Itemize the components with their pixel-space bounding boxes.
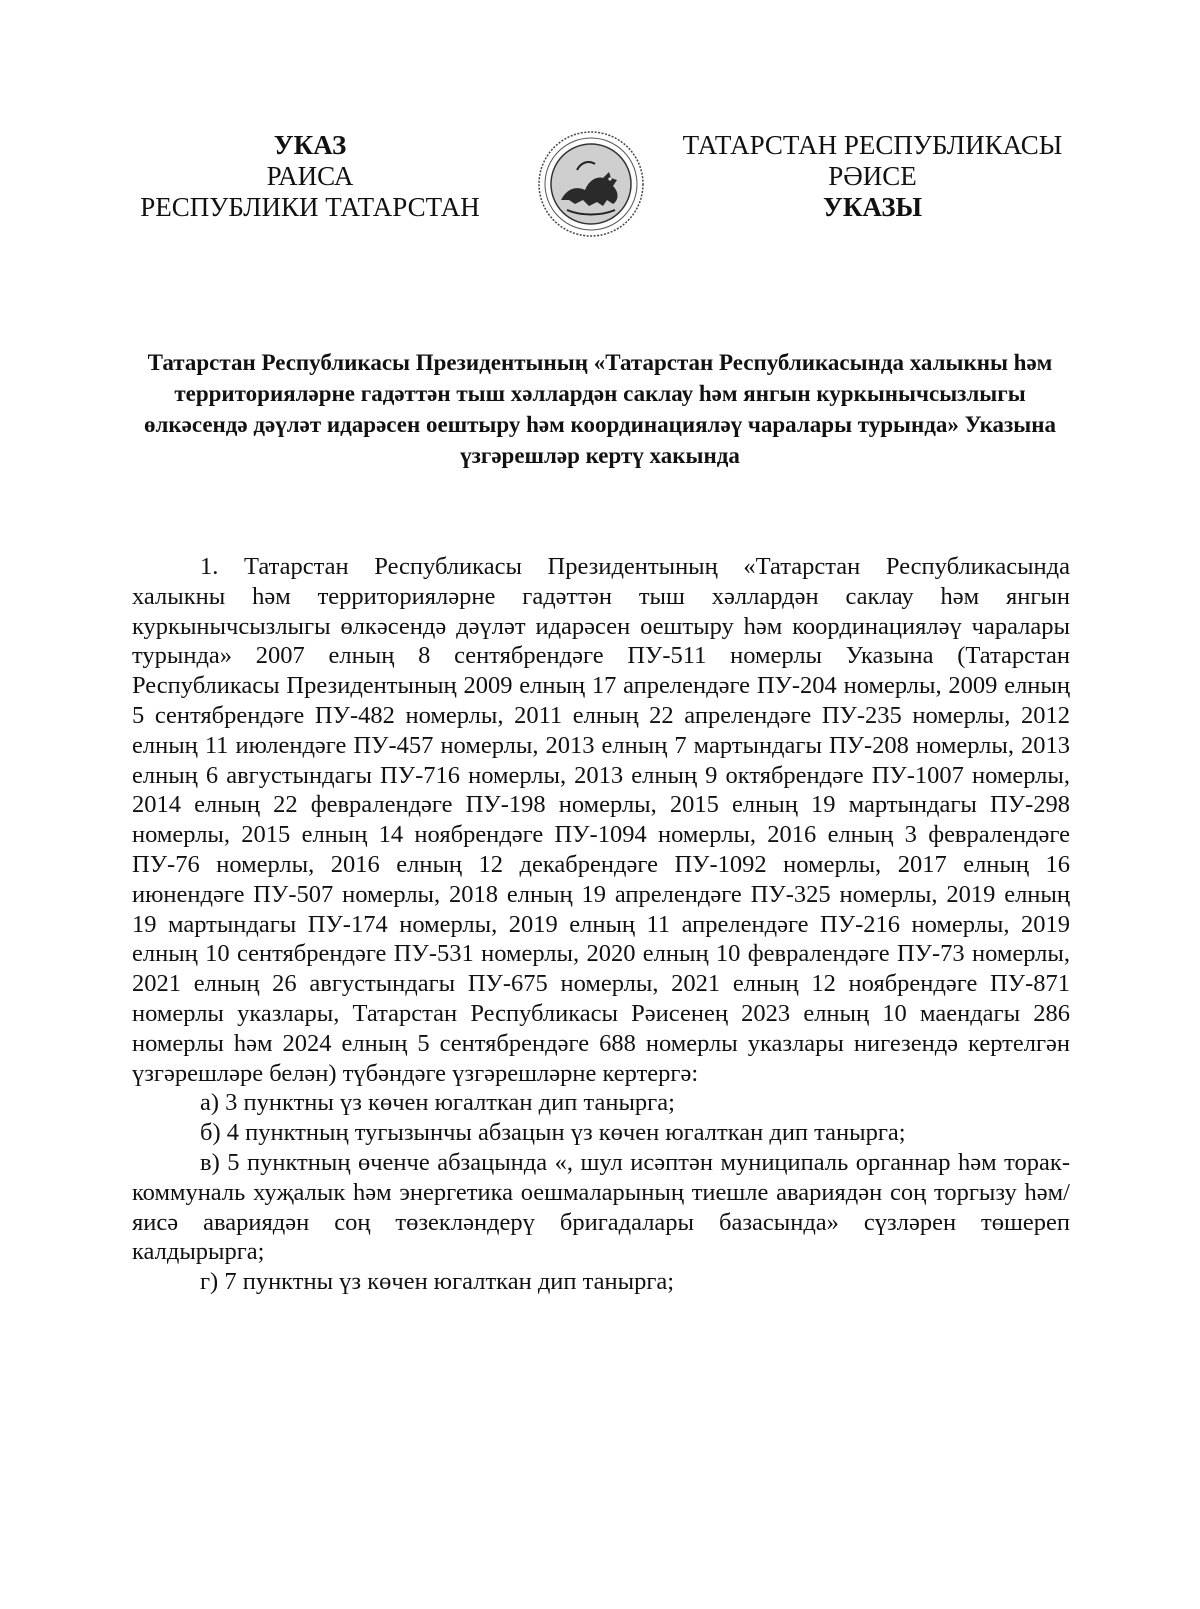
decree-header — [0, 130, 1200, 250]
paragraph-1: 1. Татарстан Республикасы Президентының «Татарстан Республикасында халыкны һәм территорияләрне гадәттән тыш хәллардән саклау һәм янгын куркынычсызлыгы өлкәсендә дәүләт идарәсен оештыру һәм координацияләү чаралары турында» 2007 елның 8 сентябрендәге ПУ-511 номерлы Указына (Татарстан Республикасы Президентының 2009 елның 17 апрелендәге ПУ-204 номерлы, 2009 елның 5 сентябрендәге ПУ-482 номерлы, 2011 елның 22 апрелендәге ПУ-235 номерлы, 2012 елның 11 июлендәге ПУ-457 номерлы, 2013 елның 7 мартындагы ПУ-208 номерлы, 2013 елның 6 августындагы ПУ-716 номерлы, 2013 елның 9 октябрендәге ПУ-1007 номерлы, 2014 елның 22 февралендәге ПУ-198 номерлы, 2015 елның 19 мартындагы ПУ-298 номерлы, 2015 елның 14 ноябрендәге ПУ-1094 номерлы, 2016 елның 3 февралендәге ПУ-76 номерлы, 2016 елның 12 декабрендәге ПУ-1092 номерлы, 2017 елның 16 июнендәге ПУ-507 номерлы, 2018 елның 19 апрелендәге ПУ-325 номерлы, 2019 елның 19 мартындагы ПУ-174 номерлы, 2019 елның 11 апрелендәге ПУ-216 номерлы, 2019 елның 10 сентябрендәге ПУ-531 номерлы, 2020 елның 10 февралендәге ПУ-73 номерлы, 2021 елның 26 августындагы ПУ-675 номерлы, 2021 елның 12 ноябрендәге ПУ-871 номерлы указлары, Татарстан Республикасы Рәисенең 2023 елның 10 маендагы 286 номерлы һәм 2024 елның 5 сентябрендәге 688 номерлы указлары нигезендә кертелгән үзгәрешләре белән) түбәндәге үзгәрешләрне кертергә: — [132, 553, 1070, 1087]
tatarstan-coat-of-arms-icon — [537, 130, 645, 238]
header-right-line2: РӘИСЕ — [828, 161, 917, 191]
header-russian — [130, 130, 490, 223]
decree-body — [132, 552, 1070, 1297]
item-b: б) 4 пунктның тугызынчы абзацын үз көчен югалткан дип танырга; — [200, 1119, 906, 1147]
item-g: г) 7 пунктны үз көчен югалткан дип танырга; — [200, 1268, 675, 1296]
decree-title: Татарстан Республикасы Президентының «Татарстан Республикасында халыкны һәм территорияләрне гадәттән тыш хәллардән саклау һәм янгын куркынычсызлыгы өлкәсендә дәүләт идарәсен оештыру һәм координацияләү чаралары турында» Указына үзгәрешләр кертү хакында — [143, 350, 1056, 468]
header-left-line2: РАИСА — [266, 161, 354, 191]
item-a: а) 3 пунктны үз көчен югалткан дип танырга; — [200, 1089, 675, 1117]
header-left-line3: РЕСПУБЛИКИ ТАТАРСТАН — [140, 192, 480, 222]
header-right-line3: УКАЗЫ — [823, 192, 922, 222]
header-tatar — [675, 130, 1070, 223]
header-left-line1: УКАЗ — [273, 130, 347, 160]
item-v: в) 5 пунктның өченче абзацында «, шул исәптән муниципаль органнар һәм торак-коммуналь хуҗалык һәм энергетика оешмаларының тиешле авариядән соң торгызу һәм/яисә авариядән соң төзекләндерү бригадалары базасында» сүзләрен төшереп калдырырга; — [132, 1148, 1070, 1266]
header-right-line1: ТАТАРСТАН РЕСПУБЛИКАСЫ — [682, 130, 1063, 160]
